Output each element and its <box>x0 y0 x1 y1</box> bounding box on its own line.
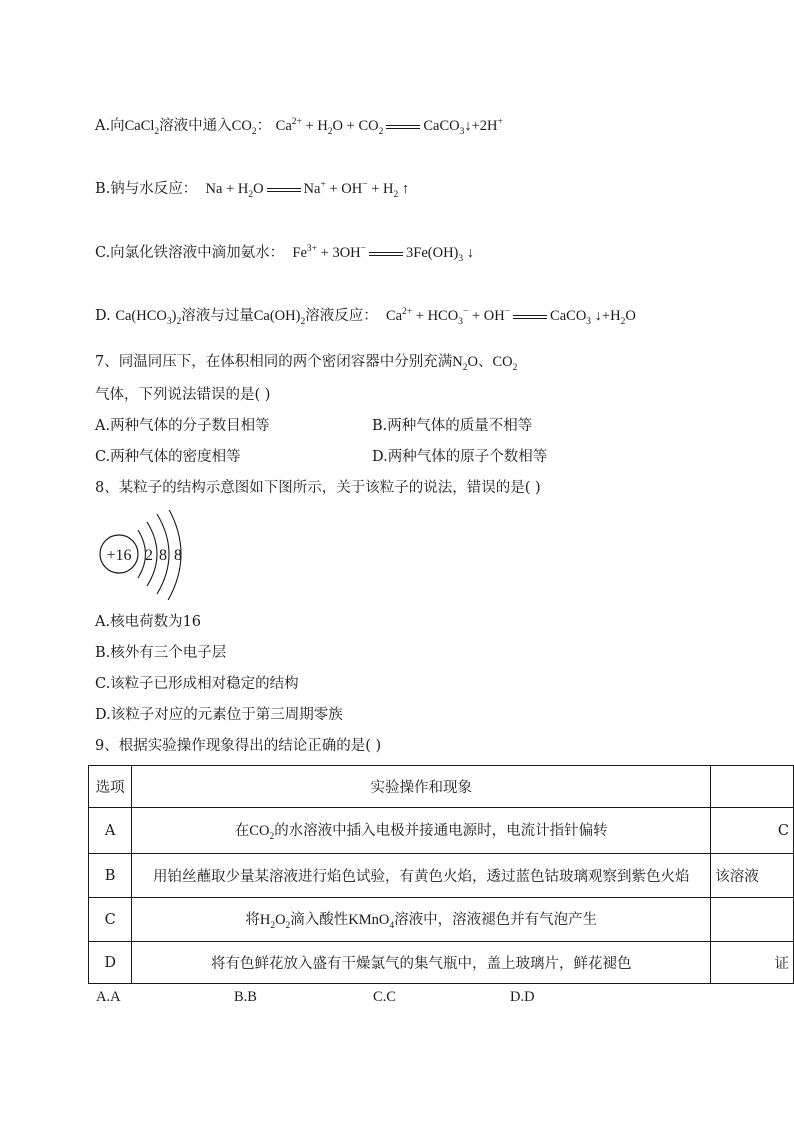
table-row <box>89 942 794 984</box>
q8-option-d: D.该粒子对应的元素位于第三周期零族 <box>95 707 343 723</box>
q6-a-text: 溶液中通入 <box>159 118 232 134</box>
q9-answer-a: A.A <box>96 989 121 1005</box>
q9-answer-b: B.B <box>234 989 257 1005</box>
q7-option-c: C.两种气体的密度相等 <box>95 449 241 465</box>
formula-cacl2: CaCl$_2$ <box>124 118 160 137</box>
q7-option-d: D.两种气体的原子个数相等 <box>372 449 548 465</box>
nucleus-charge: +16 <box>106 547 132 564</box>
formula-co2: $CO_2$ <box>231 118 257 137</box>
formula-ca-oh-2: $Ca(OH)_2$ <box>253 308 306 327</box>
q8-option-a: A.核电荷数为16 <box>95 614 202 630</box>
q6-d-text2: 溶液反应： <box>305 308 378 324</box>
header-conclusion <box>711 766 794 808</box>
q7-option-a: A.两种气体的分子数目相等 <box>95 418 270 434</box>
row-operation: 将$H_2O_2$滴入酸性KMnO$_4$溶液中，溶液褪色并有气泡产生 <box>132 898 711 942</box>
q7-option-b: B.两种气体的质量不相等 <box>372 418 533 434</box>
equals-sign <box>267 188 301 192</box>
q6-a-product: CaCO <box>423 118 460 134</box>
shell-electrons-2: 8 <box>159 547 167 564</box>
formula-n2o: $N_2O$ <box>452 354 478 373</box>
shell-electrons-3: 8 <box>174 547 182 564</box>
q8-option-c: C.该粒子已形成相对稳定的结构 <box>95 676 299 692</box>
row-operation: 用铂丝蘸取少量某溶液进行焰色试验，有黄色火焰，透过蓝色钴玻璃观察到紫色火焰 <box>132 854 711 898</box>
row-option: C <box>89 898 132 942</box>
equals-sign <box>513 315 547 319</box>
row-operation: 将有色鲜花放入盛有干燥氯气的集气瓶中，盖上玻璃片，鲜花褪色 <box>132 942 711 984</box>
q6-d-equation: $Ca^{2+} + HCO_3^- + OH^-$ CaCO$_3$ $↓+H_2O$ <box>382 307 636 327</box>
q7-sep: 、 <box>477 354 493 370</box>
q6-a-label: A.向 <box>95 118 125 134</box>
formula-co2-c: $CO_2$ <box>249 823 275 842</box>
q7-stem-line1 <box>95 352 517 378</box>
q6-option-d <box>95 302 636 332</box>
table-row <box>89 854 794 898</box>
table-row <box>89 808 794 854</box>
table-row <box>89 898 794 942</box>
row-conclusion: C <box>711 808 794 854</box>
q7-stem-line2: 气体，下列说法错误的是( ) <box>95 387 271 403</box>
row-conclusion: 该溶液 <box>711 854 794 898</box>
q9-answer-d: D.D <box>510 989 535 1005</box>
formula-h2o2: $H_2O_2$ <box>259 912 291 931</box>
q9-answer-c: C.C <box>373 989 396 1005</box>
row-option: D <box>89 942 132 984</box>
q6-option-b <box>95 175 409 205</box>
row-operation: 在$CO_2$的水溶液中插入电极并接通电源时，电流计指针偏转 <box>132 808 711 854</box>
formula-ca-hco3-2: $Ca(HCO_3)_2$ <box>115 308 182 327</box>
equals-sign <box>386 125 420 129</box>
row-conclusion <box>711 898 794 942</box>
table-header-row <box>89 766 794 808</box>
q9-stem: 9、根据实验操作现象得出的结论正确的是( ) <box>95 738 382 754</box>
q6-c-label: C.向氯化铁溶液中滴加氨水： <box>95 245 285 261</box>
experiment-table <box>88 765 794 984</box>
q6-c-equation: $Fe^{3+} + 3OH^-$ $3Fe(OH)_3$ ↓ <box>288 244 474 264</box>
formula-co2-b: $CO_2$ <box>492 354 518 373</box>
row-conclusion: 证 <box>711 942 794 984</box>
formula-kmno4: KMnO$_4$ <box>348 912 395 931</box>
atomic-structure-diagram <box>95 510 205 600</box>
q7-stem1: 7、同温同压下，在体积相同的两个密闭容器中分别充满 <box>95 354 453 370</box>
q6-a-end: ↓+2H <box>464 118 498 134</box>
equals-sign <box>369 252 403 256</box>
row-option: A <box>89 808 132 854</box>
q8-option-b: B.核外有三个电子层 <box>95 645 227 661</box>
q6-d-text1: 溶液与过量 <box>181 308 254 324</box>
q6-d-label: D. <box>95 308 116 324</box>
q6-option-c <box>95 239 474 269</box>
header-option: 选项 <box>89 766 132 808</box>
shell-electrons-1: 2 <box>145 547 153 564</box>
q6-a-equation: $Ca^{2+} + H_2O + CO_2$ CaCO$_3$↓+2H+ <box>275 117 503 137</box>
q6-b-label: B.钠与水反应： <box>95 181 198 197</box>
header-operation: 实验操作和现象 <box>132 766 711 808</box>
row-option: B <box>89 854 132 898</box>
q8-stem: 8、某粒子的结构示意图如下图所示，关于该粒子的说法，错误的是( ) <box>95 480 541 496</box>
q6-option-a: A.向CaCl$_2$溶液中通入$CO_2$： $Ca^{2+} + H_2O + CO_2$ CaCO$_3$↓+2H+ <box>95 117 503 137</box>
q6-b-equation: $Na + H_2O$ $Na^+ + OH^- + H_2$ ↑ <box>201 180 410 200</box>
